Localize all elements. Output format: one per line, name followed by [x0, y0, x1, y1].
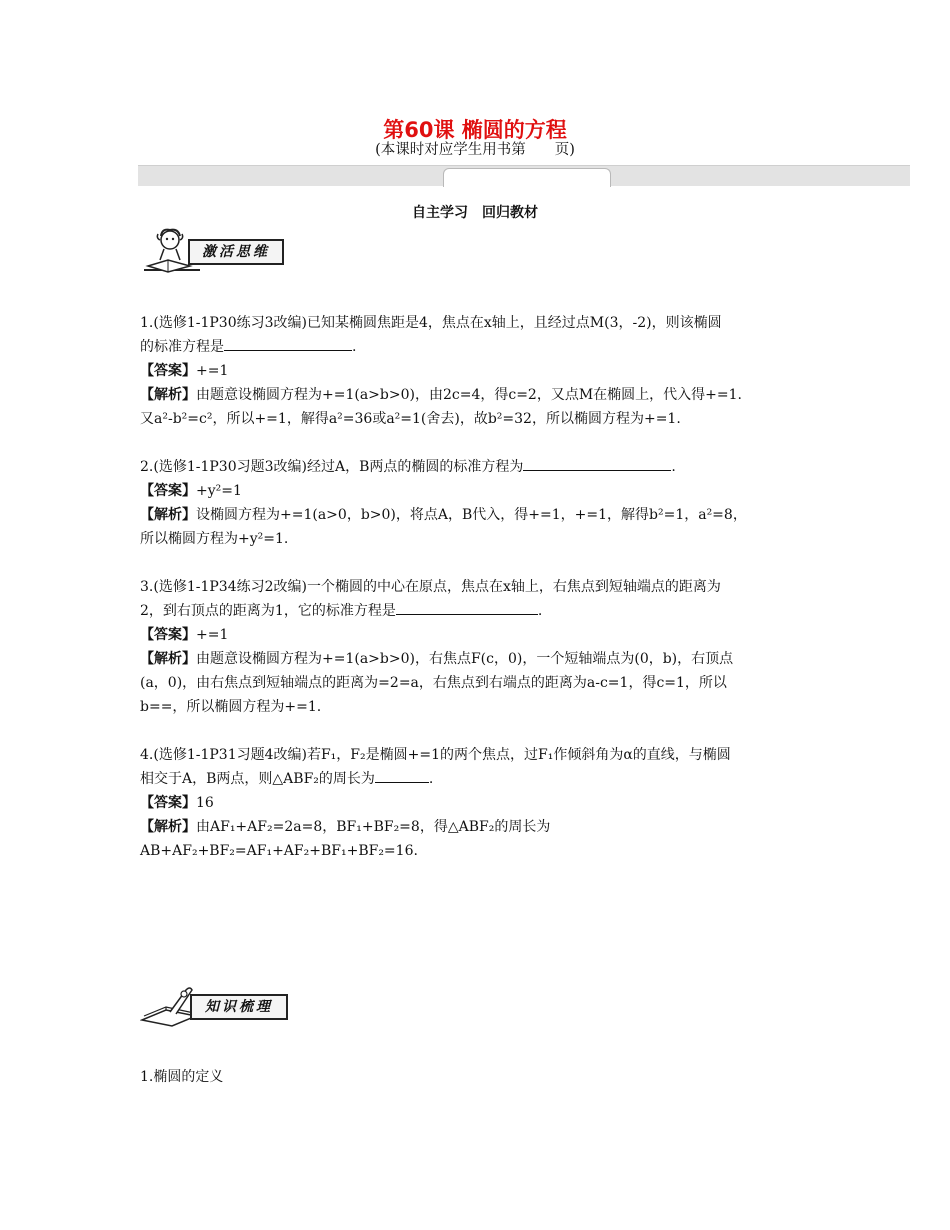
problem-list — [140, 311, 820, 863]
answer-text: 16 — [196, 795, 214, 811]
activate-thinking-badge — [140, 226, 286, 274]
answer-label: 【答案】 — [140, 795, 196, 811]
knowledge-review-label: 知识梳理 — [190, 994, 288, 1020]
question-line: 3.(选修1-1P34练习2改编)一个椭圆的中心在原点，焦点在x轴上，右焦点到短轴端点的距离为 — [140, 579, 721, 595]
period: . — [671, 459, 676, 475]
answer-blank — [224, 335, 352, 351]
definition-heading: 1.椭圆的定义 — [140, 1069, 224, 1085]
page-subtitle: (本课时对应学生用书第 页) — [375, 142, 575, 158]
problem-2 — [140, 455, 820, 551]
page-title: 第60课 椭圆的方程 — [383, 118, 567, 142]
problem-4 — [140, 743, 820, 863]
question-line: 2.(选修1-1P30习题3改编)经过A，B两点的椭圆的标准方程为 — [140, 459, 524, 475]
answer-text: +y²=1 — [196, 483, 242, 499]
analysis-line: 由题意设椭圆方程为+=1(a>b>0)，右焦点F(c，0)，一个短轴端点为(0，b)，右顶点 — [196, 651, 734, 667]
question-line: 的标准方程是 — [140, 339, 224, 355]
analysis-line: 又a²-b²=c²，所以+=1，解得a²=36或a²=1(舍去)，故b²=32，所以椭圆方程为+=1. — [140, 411, 681, 427]
header-tab — [443, 168, 611, 187]
period: . — [428, 771, 434, 787]
answer-blank — [396, 599, 538, 615]
question-line: 4.(选修1-1P31习题4改编)若F₁，F₂是椭圆+=1的两个焦点，过F₁作倾斜角为α的直线，与椭圆 — [140, 747, 731, 763]
answer-label: 【答案】 — [140, 627, 196, 643]
problem-1 — [140, 311, 820, 431]
analysis-label: 【解析】 — [140, 819, 196, 835]
analysis-label: 【解析】 — [140, 387, 196, 403]
period: . — [352, 339, 357, 355]
answer-text: +=1 — [196, 627, 229, 643]
analysis-line: 由题意设椭圆方程为+=1(a>b>0)，由2c=4，得c=2，又点M在椭圆上，代入得+=1. — [196, 387, 742, 403]
analysis-line: 所以椭圆方程为+y²=1. — [140, 531, 289, 547]
analysis-line: (a，0)，由右焦点到短轴端点的距离为=2=a，右焦点到右端点的距离为a-c=1，得c=1，所以 — [140, 675, 727, 691]
knowledge-review-badge — [140, 982, 290, 1028]
answer-text: +=1 — [196, 363, 229, 379]
analysis-label: 【解析】 — [140, 507, 196, 523]
answer-label: 【答案】 — [140, 363, 196, 379]
analysis-line: b==，所以椭圆方程为+=1. — [140, 699, 322, 715]
problem-3 — [140, 575, 820, 719]
answer-label: 【答案】 — [140, 483, 196, 499]
answer-blank — [375, 767, 429, 783]
question-line: 相交于A，B两点，则△ABF₂的周长为 — [140, 771, 375, 787]
activate-thinking-label: 激活思维 — [188, 239, 284, 265]
period: . — [537, 603, 543, 619]
analysis-label: 【解析】 — [140, 651, 196, 667]
analysis-line: 由AF₁+AF₂=2a=8，BF₁+BF₂=8，得△ABF₂的周长为AB+AF₂+BF₂=AF₁+AF₂+BF₁+BF₂=16. — [140, 819, 551, 859]
question-line: 1.(选修1-1P30练习3改编)已知某椭圆焦距是4，焦点在x轴上，且经过点M(3，-2)，则该椭圆 — [140, 315, 722, 331]
analysis-line: 设椭圆方程为+=1(a>0，b>0)，将点A，B代入，得+=1，+=1，解得b²=1，a²=8， — [196, 507, 747, 523]
question-line: 2，到右顶点的距离为1，它的标准方程是 — [140, 603, 396, 619]
section-heading: 自主学习 回归教材 — [412, 205, 538, 221]
answer-blank — [523, 455, 671, 471]
